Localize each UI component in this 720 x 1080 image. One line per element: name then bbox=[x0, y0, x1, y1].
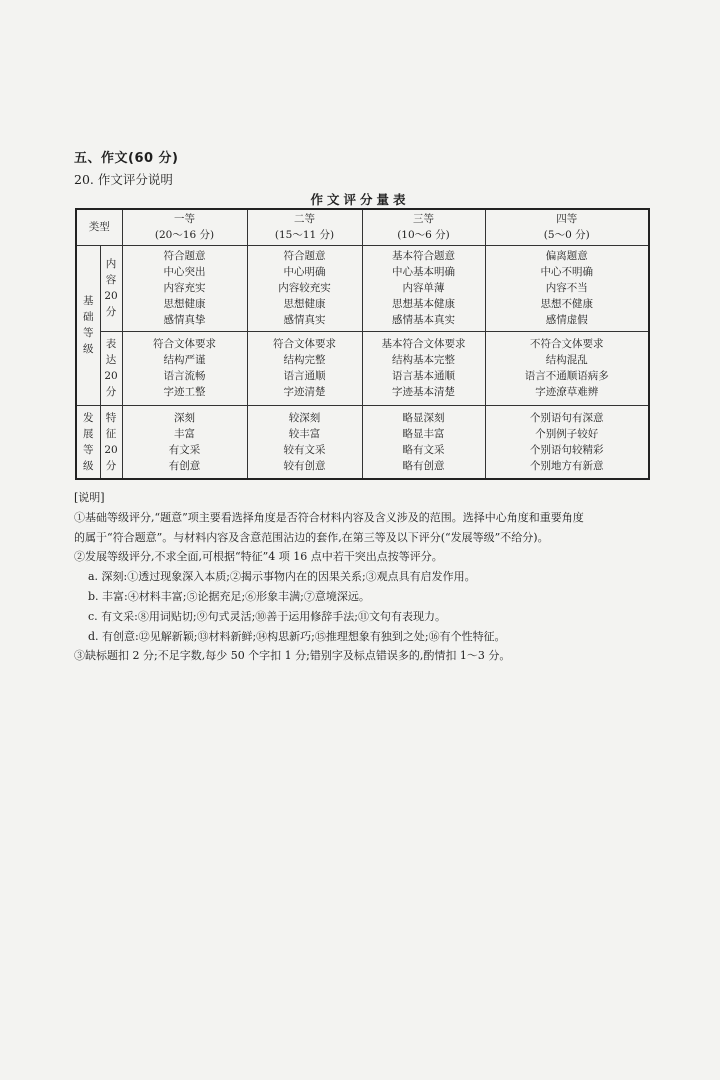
criterion: 较有文采 bbox=[283, 443, 326, 456]
group-char: 等 bbox=[83, 443, 94, 456]
level-name: 二等 bbox=[294, 213, 315, 226]
criterion: 有文采 bbox=[168, 443, 201, 456]
expression-cell-4 bbox=[485, 331, 649, 405]
criterion: 内容充实 bbox=[163, 282, 206, 294]
group-dev-label bbox=[76, 405, 100, 479]
criterion: 语言基本通顺 bbox=[392, 370, 455, 382]
criterion: 个别地方有新意 bbox=[530, 459, 604, 472]
level-range: (5～0 分) bbox=[543, 229, 590, 242]
table-title: 作文评分量表 bbox=[310, 192, 410, 207]
content-row bbox=[76, 245, 649, 331]
criterion: 感情基本真实 bbox=[392, 314, 455, 326]
sub-char: 分 bbox=[105, 306, 117, 318]
sub-char: 表 bbox=[105, 338, 117, 350]
header-row bbox=[76, 209, 649, 245]
scoring-notes bbox=[74, 488, 659, 666]
sub-feature-label bbox=[100, 405, 122, 479]
note-3: ③缺标题扣 2 分;不足字数,每少 50 个字扣 1 分;错别字及标点错误多的,酌情扣 1～3 分。 bbox=[74, 649, 511, 663]
criterion: 结构基本完整 bbox=[392, 354, 455, 366]
criterion: 语言不通顺语病多 bbox=[524, 370, 609, 382]
level-header-1 bbox=[122, 209, 247, 245]
sub-char: 分 bbox=[105, 459, 117, 472]
criterion: 个别语句有深意 bbox=[530, 411, 604, 424]
sub-char: 分 bbox=[105, 386, 117, 398]
criterion: 深刻 bbox=[174, 411, 195, 424]
criterion: 内容单薄 bbox=[402, 282, 445, 294]
level-header-2 bbox=[247, 209, 362, 245]
sub-char: 容 bbox=[105, 274, 117, 286]
feature-cell-2 bbox=[247, 405, 362, 479]
criterion: 字迹基本清楚 bbox=[392, 386, 455, 398]
criterion: 结构严谨 bbox=[163, 354, 206, 366]
feature-cell-3 bbox=[362, 405, 485, 479]
group-char: 级 bbox=[83, 343, 94, 355]
criterion: 字迹清楚 bbox=[283, 386, 326, 398]
criterion: 语言流畅 bbox=[163, 370, 206, 382]
type-header: 类型 bbox=[76, 209, 122, 245]
notes-heading: [说明] bbox=[74, 491, 105, 504]
criterion: 有创意 bbox=[168, 459, 201, 472]
note-1-line-2: 的属于“符合题意”。与材料内容及含意范围沾边的套作,在第三等及以下评分(“发展等级”不给分)。 bbox=[74, 530, 549, 544]
criterion: 符合题意 bbox=[163, 250, 206, 262]
criterion: 中心突出 bbox=[163, 266, 206, 278]
criterion: 中心基本明确 bbox=[392, 266, 455, 278]
note-2: ②发展等级评分,不求全面,可根据“特征”4 项 16 点中若干突出点按等评分。 bbox=[74, 550, 443, 564]
note-2-a: a. 深刻:①透过现象深入本质;②揭示事物内在的因果关系;③观点具有启发作用。 bbox=[88, 570, 476, 584]
group-basic-label bbox=[76, 245, 100, 405]
sub-char: 达 bbox=[105, 354, 117, 366]
criterion: 基本符合题意 bbox=[392, 250, 455, 262]
criterion: 感情虚假 bbox=[545, 314, 588, 326]
level-header-3 bbox=[362, 209, 485, 245]
content-cell-2 bbox=[247, 245, 362, 331]
expression-row bbox=[76, 331, 649, 405]
feature-cell-1 bbox=[122, 405, 247, 479]
criterion: 符合文体要求 bbox=[153, 338, 216, 350]
content-cell-1 bbox=[122, 245, 247, 331]
criterion: 中心明确 bbox=[283, 266, 326, 278]
expression-cell-2 bbox=[247, 331, 362, 405]
group-char: 基 bbox=[83, 295, 94, 307]
rubric-table bbox=[75, 208, 650, 480]
criterion: 偏离题意 bbox=[545, 250, 588, 262]
group-char: 展 bbox=[83, 427, 94, 440]
group-char: 级 bbox=[83, 459, 94, 472]
criterion: 略显丰富 bbox=[402, 427, 445, 440]
level-range: (20～16 分) bbox=[154, 229, 215, 242]
level-header-4 bbox=[485, 209, 649, 245]
criterion: 较深刻 bbox=[288, 411, 321, 424]
feature-cell-4 bbox=[485, 405, 649, 479]
criterion: 较丰富 bbox=[288, 427, 321, 440]
criterion: 个别例子较好 bbox=[535, 427, 599, 440]
sub-char: 内 bbox=[105, 258, 117, 270]
level-range: (15～11 分) bbox=[274, 229, 335, 242]
criterion: 略有创意 bbox=[402, 459, 445, 472]
content-cell-4 bbox=[485, 245, 649, 331]
criterion: 感情真实 bbox=[283, 314, 326, 326]
criterion: 不符合文体要求 bbox=[530, 338, 604, 350]
criterion: 符合文体要求 bbox=[273, 338, 336, 350]
criterion: 基本符合文体要求 bbox=[381, 338, 466, 350]
criterion: 结构混乱 bbox=[545, 354, 588, 366]
sub-expression-label bbox=[100, 331, 122, 405]
sub-char: 20 bbox=[104, 290, 118, 302]
group-char: 发 bbox=[83, 411, 94, 424]
criterion: 思想不健康 bbox=[540, 298, 593, 310]
feature-row bbox=[76, 405, 649, 479]
note-2-d: d. 有创意:⑫见解新颖;⑬材料新鲜;⑭构思新巧;⑮推理想象有独到之处;⑯有个性特征。 bbox=[88, 629, 506, 643]
criterion: 个别语句较精彩 bbox=[530, 443, 604, 456]
sub-char: 特 bbox=[105, 411, 117, 424]
sub-char: 征 bbox=[105, 427, 117, 440]
note-2-c: c. 有文采:⑧用词贴切;⑨句式灵活;⑩善于运用修辞手法;⑪文句有表现力。 bbox=[88, 609, 446, 623]
expression-cell-3 bbox=[362, 331, 485, 405]
criterion: 思想健康 bbox=[163, 298, 206, 310]
criterion: 略有文采 bbox=[402, 443, 445, 456]
level-range: (10～6 分) bbox=[397, 229, 450, 242]
criterion: 字迹潦草难辨 bbox=[535, 386, 599, 398]
criterion: 语言通顺 bbox=[283, 370, 326, 382]
criterion: 思想健康 bbox=[283, 298, 326, 310]
group-char: 础 bbox=[83, 311, 94, 323]
criterion: 内容较充实 bbox=[278, 282, 331, 294]
level-name: 三等 bbox=[413, 213, 434, 226]
level-name: 四等 bbox=[556, 213, 578, 226]
note-1-line-1: ①基础等级评分,“题意”项主要看选择角度是否符合材料内容及含义涉及的范围。选择中心角度和重要角度 bbox=[74, 510, 584, 524]
expression-cell-1 bbox=[122, 331, 247, 405]
criterion: 结构完整 bbox=[283, 354, 326, 366]
criterion: 较有创意 bbox=[283, 459, 326, 472]
criterion: 丰富 bbox=[174, 427, 195, 440]
group-char: 等 bbox=[83, 327, 94, 339]
criterion: 感情真挚 bbox=[163, 314, 206, 326]
criterion: 内容不当 bbox=[545, 282, 588, 294]
note-2-b: b. 丰富:④材料丰富;⑤论据充足;⑥形象丰满;⑦意境深远。 bbox=[88, 589, 370, 603]
sub-char: 20 bbox=[104, 443, 118, 456]
criterion: 字迹工整 bbox=[163, 386, 206, 398]
level-name: 一等 bbox=[174, 213, 195, 226]
criterion: 思想基本健康 bbox=[392, 298, 455, 310]
criterion: 符合题意 bbox=[283, 250, 326, 262]
content-cell-3 bbox=[362, 245, 485, 331]
sub-char: 20 bbox=[104, 370, 118, 382]
question-title: 20. 作文评分说明 bbox=[74, 172, 173, 187]
section-title: 五、作文(60 分) bbox=[74, 151, 179, 166]
criterion: 中心不明确 bbox=[540, 266, 593, 278]
sub-content-label bbox=[100, 245, 122, 331]
criterion: 略显深刻 bbox=[402, 411, 445, 424]
